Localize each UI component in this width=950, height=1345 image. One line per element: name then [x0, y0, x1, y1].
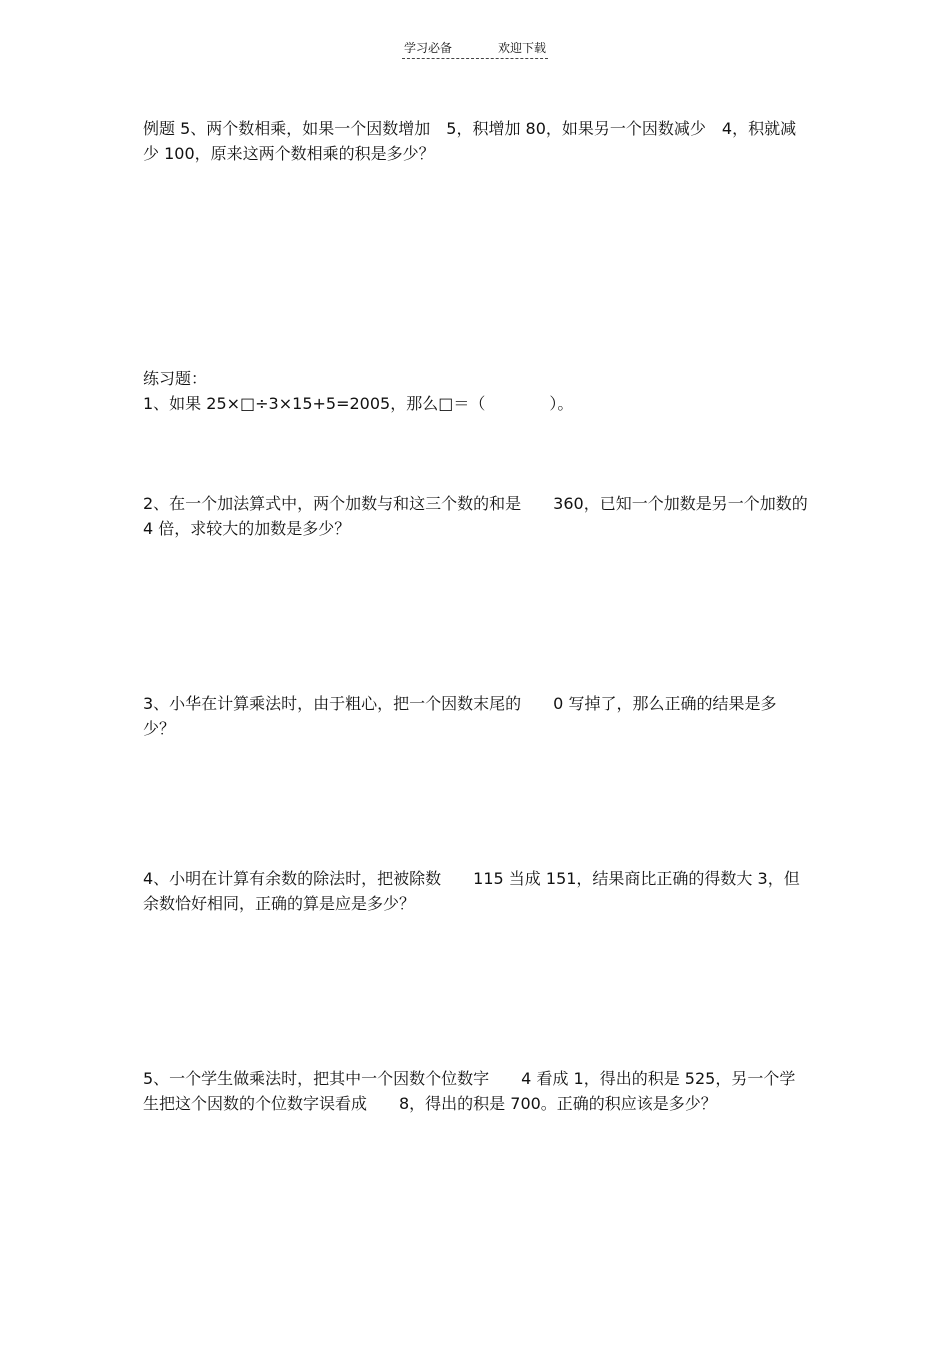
- practice-heading: 练习题：: [143, 369, 208, 388]
- header-rule: [402, 40, 548, 59]
- header-left-text: 学习必备: [403, 41, 452, 55]
- practice-question-5: 5、一个学生做乘法时，把其中一个因数个位数字 4 看成 1，得出的积是 525，另一个学生把这个因数的个位数字误看成 8，得出的积是 700。正确的积应该是多少？: [143, 1069, 796, 1113]
- practice-question-2: 2、在一个加法算式中，两个加数与和这三个数的和是 360，已知一个加数是另一个加数的 4 倍，求较大的加数是多少？: [143, 494, 813, 538]
- example-5-problem: 例题 5、两个数相乘，如果一个因数增加 5，积增加 80，如果另一个因数减少 4，积就减少 100，原来这两个数相乘的积是多少？: [143, 119, 797, 163]
- practice-question-1: 1、如果 25×□÷3×15+5=2005，那么□＝（ ）。: [143, 394, 574, 413]
- practice-question-3: 3、小华在计算乘法时，由于粗心，把一个因数末尾的 0 写掉了，那么正确的结果是多少？: [143, 694, 777, 738]
- practice-question-4: 4、小明在计算有余数的除法时，把被除数 115 当成 151，结果商比正确的得数大 3，但余数恰好相同，正确的算是应是多少？: [143, 869, 800, 913]
- page-header: [0, 40, 950, 59]
- header-right-text: 欢迎下载: [498, 41, 547, 55]
